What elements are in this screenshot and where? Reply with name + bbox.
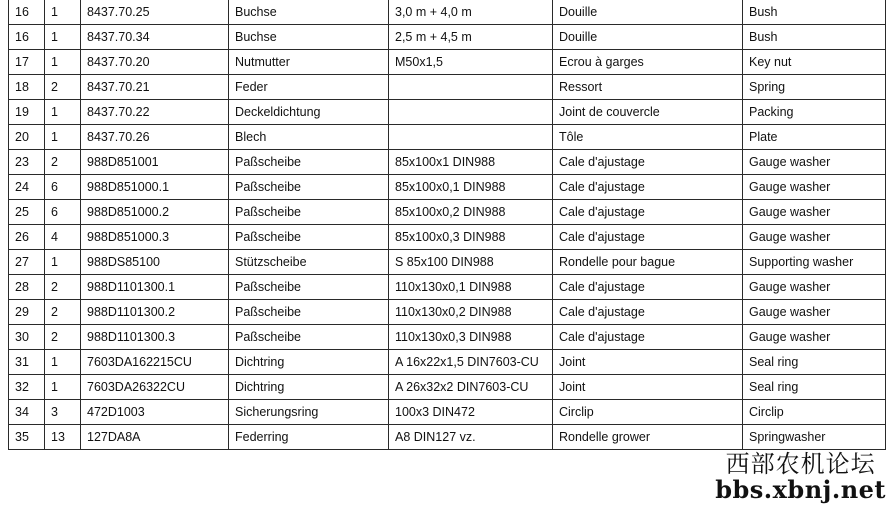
part-number-cell: 988D851000.2 xyxy=(81,200,229,225)
quantity-cell: 2 xyxy=(45,150,81,175)
position-cell: 18 xyxy=(9,75,45,100)
part-number-cell: 8437.70.25 xyxy=(81,0,229,25)
german-name-cell: Paßscheibe xyxy=(229,300,389,325)
french-name-cell: Circlip xyxy=(553,400,743,425)
french-name-cell: Cale d'ajustage xyxy=(553,175,743,200)
german-name-cell: Paßscheibe xyxy=(229,175,389,200)
english-name-cell: Supporting washer xyxy=(743,250,886,275)
position-cell: 27 xyxy=(9,250,45,275)
table-row xyxy=(9,175,886,200)
table-row xyxy=(9,300,886,325)
part-number-cell: 988D1101300.1 xyxy=(81,275,229,300)
position-cell: 30 xyxy=(9,325,45,350)
specification-cell: 85x100x0,1 DIN988 xyxy=(389,175,553,200)
table-row xyxy=(9,25,886,50)
part-number-cell: 8437.70.21 xyxy=(81,75,229,100)
position-cell: 35 xyxy=(9,425,45,450)
specification-cell: 110x130x0,1 DIN988 xyxy=(389,275,553,300)
table-row xyxy=(9,375,886,400)
french-name-cell: Cale d'ajustage xyxy=(553,275,743,300)
table-row xyxy=(9,400,886,425)
quantity-cell: 1 xyxy=(45,250,81,275)
watermark-site-name: 西部农机论坛 xyxy=(725,450,876,478)
english-name-cell: Plate xyxy=(743,125,886,150)
part-number-cell: 8437.70.22 xyxy=(81,100,229,125)
part-number-cell: 988D851000.1 xyxy=(81,175,229,200)
position-cell: 28 xyxy=(9,275,45,300)
french-name-cell: Joint de couvercle xyxy=(553,100,743,125)
watermark-url: bbs.xbnj.net xyxy=(715,475,886,505)
table-row xyxy=(9,150,886,175)
specification-cell: 85x100x1 DIN988 xyxy=(389,150,553,175)
quantity-cell: 1 xyxy=(45,50,81,75)
position-cell: 31 xyxy=(9,350,45,375)
position-cell: 17 xyxy=(9,50,45,75)
english-name-cell: Spring xyxy=(743,75,886,100)
specification-cell: 110x130x0,3 DIN988 xyxy=(389,325,553,350)
english-name-cell: Gauge washer xyxy=(743,175,886,200)
german-name-cell: Buchse xyxy=(229,0,389,25)
english-name-cell: Seal ring xyxy=(743,375,886,400)
quantity-cell: 2 xyxy=(45,300,81,325)
position-cell: 16 xyxy=(9,25,45,50)
specification-cell xyxy=(389,100,553,125)
specification-cell: 85x100x0,2 DIN988 xyxy=(389,200,553,225)
parts-list-table xyxy=(8,0,886,450)
french-name-cell: Joint xyxy=(553,375,743,400)
table-row xyxy=(9,0,886,25)
french-name-cell: Douille xyxy=(553,0,743,25)
specification-cell: 2,5 m + 4,5 m xyxy=(389,25,553,50)
position-cell: 26 xyxy=(9,225,45,250)
part-number-cell: 988D851000.3 xyxy=(81,225,229,250)
french-name-cell: Rondelle grower xyxy=(553,425,743,450)
specification-cell: A8 DIN127 vz. xyxy=(389,425,553,450)
table-row xyxy=(9,325,886,350)
specification-cell: M50x1,5 xyxy=(389,50,553,75)
german-name-cell: Paßscheibe xyxy=(229,275,389,300)
german-name-cell: Federring xyxy=(229,425,389,450)
german-name-cell: Sicherungsring xyxy=(229,400,389,425)
position-cell: 19 xyxy=(9,100,45,125)
part-number-cell: 988D851001 xyxy=(81,150,229,175)
table-row xyxy=(9,425,886,450)
position-cell: 16 xyxy=(9,0,45,25)
quantity-cell: 1 xyxy=(45,100,81,125)
english-name-cell: Gauge washer xyxy=(743,200,886,225)
part-number-cell: 8437.70.26 xyxy=(81,125,229,150)
german-name-cell: Dichtring xyxy=(229,350,389,375)
part-number-cell: 8437.70.34 xyxy=(81,25,229,50)
specification-cell: 100x3 DIN472 xyxy=(389,400,553,425)
english-name-cell: Gauge washer xyxy=(743,275,886,300)
part-number-cell: 988DS85100 xyxy=(81,250,229,275)
english-name-cell: Packing xyxy=(743,100,886,125)
quantity-cell: 1 xyxy=(45,0,81,25)
english-name-cell: Circlip xyxy=(743,400,886,425)
german-name-cell: Paßscheibe xyxy=(229,200,389,225)
table-row xyxy=(9,250,886,275)
position-cell: 34 xyxy=(9,400,45,425)
table-row xyxy=(9,350,886,375)
quantity-cell: 1 xyxy=(45,125,81,150)
german-name-cell: Feder xyxy=(229,75,389,100)
quantity-cell: 1 xyxy=(45,25,81,50)
german-name-cell: Paßscheibe xyxy=(229,325,389,350)
french-name-cell: Rondelle pour bague xyxy=(553,250,743,275)
german-name-cell: Dichtring xyxy=(229,375,389,400)
part-number-cell: 988D1101300.2 xyxy=(81,300,229,325)
position-cell: 29 xyxy=(9,300,45,325)
german-name-cell: Buchse xyxy=(229,25,389,50)
table-row xyxy=(9,125,886,150)
german-name-cell: Paßscheibe xyxy=(229,225,389,250)
specification-cell: 85x100x0,3 DIN988 xyxy=(389,225,553,250)
table-row xyxy=(9,200,886,225)
position-cell: 24 xyxy=(9,175,45,200)
german-name-cell: Stützscheibe xyxy=(229,250,389,275)
english-name-cell: Seal ring xyxy=(743,350,886,375)
part-number-cell: 7603DA162215CU xyxy=(81,350,229,375)
part-number-cell: 127DA8A xyxy=(81,425,229,450)
table-row xyxy=(9,100,886,125)
part-number-cell: 7603DA26322CU xyxy=(81,375,229,400)
quantity-cell: 2 xyxy=(45,275,81,300)
english-name-cell: Springwasher xyxy=(743,425,886,450)
french-name-cell: Cale d'ajustage xyxy=(553,150,743,175)
quantity-cell: 13 xyxy=(45,425,81,450)
english-name-cell: Key nut xyxy=(743,50,886,75)
german-name-cell: Blech xyxy=(229,125,389,150)
table-row xyxy=(9,225,886,250)
quantity-cell: 4 xyxy=(45,225,81,250)
forum-watermark xyxy=(715,451,886,504)
specification-cell xyxy=(389,125,553,150)
french-name-cell: Douille xyxy=(553,25,743,50)
specification-cell: 3,0 m + 4,0 m xyxy=(389,0,553,25)
position-cell: 32 xyxy=(9,375,45,400)
english-name-cell: Gauge washer xyxy=(743,300,886,325)
english-name-cell: Gauge washer xyxy=(743,225,886,250)
french-name-cell: Cale d'ajustage xyxy=(553,225,743,250)
french-name-cell: Ecrou à garges xyxy=(553,50,743,75)
specification-cell: S 85x100 DIN988 xyxy=(389,250,553,275)
specification-cell xyxy=(389,75,553,100)
parts-list-body xyxy=(9,0,886,450)
position-cell: 23 xyxy=(9,150,45,175)
english-name-cell: Bush xyxy=(743,0,886,25)
quantity-cell: 1 xyxy=(45,375,81,400)
quantity-cell: 2 xyxy=(45,75,81,100)
part-number-cell: 472D1003 xyxy=(81,400,229,425)
french-name-cell: Cale d'ajustage xyxy=(553,300,743,325)
specification-cell: 110x130x0,2 DIN988 xyxy=(389,300,553,325)
specification-cell: A 16x22x1,5 DIN7603-CU xyxy=(389,350,553,375)
french-name-cell: Ressort xyxy=(553,75,743,100)
english-name-cell: Gauge washer xyxy=(743,150,886,175)
part-number-cell: 988D1101300.3 xyxy=(81,325,229,350)
english-name-cell: Gauge washer xyxy=(743,325,886,350)
specification-cell: A 26x32x2 DIN7603-CU xyxy=(389,375,553,400)
german-name-cell: Deckeldichtung xyxy=(229,100,389,125)
german-name-cell: Nutmutter xyxy=(229,50,389,75)
table-row xyxy=(9,275,886,300)
position-cell: 20 xyxy=(9,125,45,150)
quantity-cell: 6 xyxy=(45,200,81,225)
table-row xyxy=(9,50,886,75)
quantity-cell: 2 xyxy=(45,325,81,350)
french-name-cell: Tôle xyxy=(553,125,743,150)
french-name-cell: Joint xyxy=(553,350,743,375)
position-cell: 25 xyxy=(9,200,45,225)
part-number-cell: 8437.70.20 xyxy=(81,50,229,75)
quantity-cell: 1 xyxy=(45,350,81,375)
french-name-cell: Cale d'ajustage xyxy=(553,200,743,225)
french-name-cell: Cale d'ajustage xyxy=(553,325,743,350)
quantity-cell: 3 xyxy=(45,400,81,425)
english-name-cell: Bush xyxy=(743,25,886,50)
table-row xyxy=(9,75,886,100)
german-name-cell: Paßscheibe xyxy=(229,150,389,175)
quantity-cell: 6 xyxy=(45,175,81,200)
